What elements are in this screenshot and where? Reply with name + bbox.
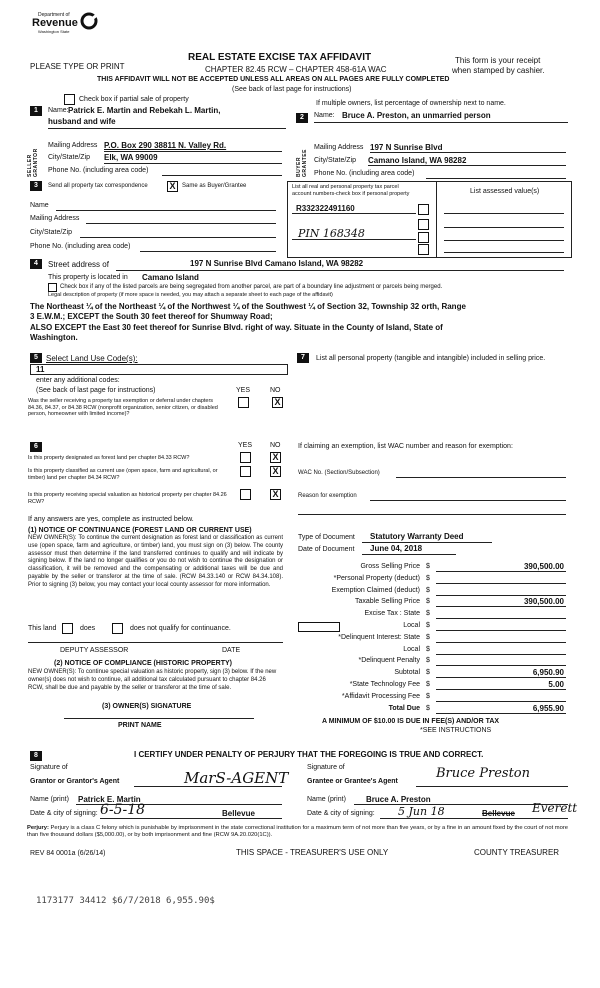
parcel-header-1: List all real and personal property tax parcel: [292, 184, 399, 190]
tax-row-label: Local: [403, 646, 420, 653]
tax-row-label: Excise Tax : State: [364, 610, 420, 617]
tax-row-currency: $: [426, 622, 430, 629]
grantor-city[interactable]: Bellevue: [222, 809, 255, 818]
corr-address-label: Mailing Address: [30, 215, 80, 222]
street-label: Street address of: [48, 260, 109, 269]
forest-land-question: Is this property designated as forest land per chapter 84.33 RCW?: [28, 455, 190, 461]
grantee-date[interactable]: 5 Jun 18: [398, 805, 445, 818]
parcel-2-personal-checkbox[interactable]: [418, 219, 429, 230]
tax-row-label: *State Technology Fee: [349, 681, 420, 688]
grantee-name[interactable]: Bruce A. Preston: [366, 795, 431, 804]
tax-row-value[interactable]: 6,950.90: [532, 668, 564, 677]
tax-row-label: Local: [403, 622, 420, 629]
personal-property-label: List all personal property (tangible and intangible) included in selling price.: [316, 355, 546, 362]
parcel-3-personal-checkbox[interactable]: [418, 232, 429, 243]
seller-address-label: Mailing Address: [48, 142, 98, 149]
tax-row-currency: $: [426, 681, 430, 688]
section-5-number: 5: [30, 353, 42, 363]
logo-swoosh-icon: [80, 12, 98, 30]
tax-row: [296, 633, 568, 644]
tax-row: [296, 668, 568, 679]
tax-row-currency: $: [426, 669, 430, 676]
owner-signature-label: (3) OWNER(S) SIGNATURE: [102, 703, 192, 710]
seller-name-label: Name:: [48, 107, 69, 114]
tax-row: [296, 574, 568, 585]
section-2-number: 2: [296, 113, 308, 123]
tax-row-label: *Affidavit Processing Fee: [341, 693, 420, 700]
assessed-header: List assessed value(s): [470, 188, 540, 195]
buyer-name-label: Name:: [314, 112, 335, 119]
seller-city[interactable]: Elk, WA 99009: [104, 153, 158, 162]
tax-row: [296, 704, 568, 715]
buyer-address[interactable]: 197 N Sunrise Blvd: [370, 143, 443, 152]
legal-description-1[interactable]: The Northeast ¼ of the Northeast ¼ of the Northwest ¼ of the Southwest ¼ of Section 32, Township 32 orth, Range: [30, 302, 466, 311]
grantee-date-label: Date & city of signing:: [307, 810, 375, 817]
parcel-header-2: account numbers-check box if personal property: [292, 191, 410, 197]
parcel-1-personal-checkbox[interactable]: [418, 204, 429, 215]
does-checkbox[interactable]: [62, 623, 73, 634]
street-address[interactable]: 197 N Sunrise Blvd Camano Island, WA 98282: [190, 259, 364, 268]
land-use-yes-header: YES: [236, 387, 251, 394]
corr-name-label: Name: [30, 202, 49, 209]
grantor-agent-label: Grantor or Grantor's Agent: [30, 778, 120, 785]
seller-phone-label: Phone No. (including area code): [48, 167, 149, 174]
legal-description-4[interactable]: Washington.: [30, 333, 78, 342]
tax-row: [296, 645, 568, 656]
print-note: PLEASE TYPE OR PRINT: [30, 62, 125, 71]
grantor-sig-label: Signature of: [30, 764, 68, 771]
wac-label: WAC No. (Section/Subsection): [298, 470, 380, 476]
tax-row: [296, 692, 568, 703]
seller-side-label: SELLER GRANTOR: [27, 148, 39, 177]
continuance-text: NEW OWNER(S): To continue the current designation as forest land or classification as current use (open space, farm and agriculture, or timber) land, you must sign on (3) below. The county assessor must then determine if the land transferred continues to qualify and will indicate by signing below. If the land no longer qualifies or you do not wish to continue the designation or classification, it will be removed and the compensating or additional taxes will be due and payable by the seller or transferor at the time of sale. (RCW 84.33.140 or RCW 84.34.108). Prior to signing (3) below, you may contact your local county assessor for more information.: [28, 535, 283, 588]
tax-row: [296, 597, 568, 608]
forest-yes-checkbox[interactable]: [240, 452, 251, 463]
section-3-number: 3: [30, 181, 42, 191]
see-instructions: *SEE INSTRUCTIONS: [420, 727, 492, 734]
tax-row-label: *Delinquent Penalty: [358, 657, 420, 664]
if-yes-note: If any answers are yes, complete as instructed below.: [28, 516, 194, 523]
tax-row: [296, 680, 568, 691]
buyer-address-label: Mailing Address: [314, 144, 364, 151]
exemption-question: Was the seller receiving a property tax exemption or deferral under chapters 84.36, 84.37, or 84.38 RCW (nonprofit organization, senior citizen, or disabled person, homeowner with limited income)?: [28, 398, 218, 417]
form-title: REAL ESTATE EXCISE TAX AFFIDAVIT: [188, 52, 372, 63]
same-as-buyer-label: Same as Buyer/Grantee: [182, 183, 247, 189]
receipt-note-2: when stamped by cashier.: [452, 66, 545, 75]
tax-row-value[interactable]: 6,955.90: [532, 704, 564, 713]
does-not-label: does not qualify for continuance.: [130, 625, 231, 632]
does-label: does: [80, 625, 96, 632]
section-8-number: 8: [30, 751, 42, 761]
seller-city-label: City/State/Zip: [48, 154, 91, 161]
section-6-number: 6: [30, 442, 42, 452]
tax-row-label: *Personal Property (deduct): [333, 575, 420, 582]
certify-statement: I CERTIFY UNDER PENALTY OF PERJURY THAT THE FOREGOING IS TRUE AND CORRECT.: [134, 750, 484, 759]
doc-type-label: Type of Document: [298, 534, 355, 541]
tax-row-currency: $: [426, 705, 430, 712]
tax-row-currency: $: [426, 563, 430, 570]
tax-row-label: Taxable Selling Price: [355, 598, 420, 605]
grantee-signature[interactable]: Bruce Preston: [436, 766, 530, 781]
forest-no-checkbox[interactable]: X: [270, 452, 281, 463]
print-name-label: PRINT NAME: [118, 722, 162, 729]
section-4-number: 4: [30, 259, 42, 269]
section-7-number: 7: [297, 353, 309, 363]
segregation-note: Check box if any of the listed parcels are being segregated from another parcel, are part of a boundary line adjustment or parcels being merged.: [60, 284, 443, 290]
tax-row-currency: $: [426, 587, 430, 594]
designations-yes-header: YES: [238, 442, 253, 449]
this-land-label: This land: [28, 625, 57, 632]
excise-local-box[interactable]: [298, 622, 340, 632]
legal-note: Legal description of property (if more space is needed, you may attach a separate sheet to each page of the affidavit): [48, 292, 333, 298]
does-not-checkbox[interactable]: [112, 623, 123, 634]
parcel-number-1[interactable]: R332322491160: [296, 204, 355, 213]
grantor-name[interactable]: Patrick E. Martin: [78, 795, 141, 804]
treasurer-use-only: THIS SPACE - TREASURER'S USE ONLY: [236, 848, 389, 857]
tax-row-currency: $: [426, 693, 430, 700]
located-label: This property is located in: [48, 274, 128, 281]
tax-row-label: Subtotal: [394, 669, 420, 676]
continuance-title: (1) NOTICE OF CONTINUANCE (FOREST LAND OR CURRENT USE): [28, 527, 252, 534]
tax-row-label: Total Due: [388, 705, 420, 712]
historic-question: Is this property receiving special valuation as historical property per chapter 84.26 RCW?: [28, 492, 227, 505]
correspondence-label: Send all property tax correspondence: [48, 183, 148, 189]
tax-row-value[interactable]: 5.00: [548, 680, 564, 689]
parcel-number-2[interactable]: PIN 168348: [298, 227, 365, 240]
seller-address[interactable]: P.O. Box 290 38811 N. Valley Rd.: [104, 141, 227, 150]
exemption-no-checkbox[interactable]: X: [272, 397, 283, 408]
receipt-note-1: This form is your receipt: [455, 56, 541, 65]
same-as-buyer-checkbox[interactable]: X: [167, 181, 178, 192]
buyer-side-label: BUYER GRANTEE: [296, 149, 308, 177]
multiple-owners-note: If multiple owners, list percentage of ownership next to name.: [316, 100, 506, 107]
corr-city-label: City/State/Zip: [30, 229, 73, 236]
cashier-stamp: 1173177 34412 $6/7/2018 6,955.90$: [36, 896, 215, 906]
located-value[interactable]: Camano Island: [142, 273, 199, 282]
buyer-phone-label: Phone No. (including area code): [314, 170, 415, 177]
grantor-signature[interactable]: MarS-AGENT: [184, 769, 289, 787]
logo-dept: Department of: [38, 12, 70, 18]
tax-row-currency: $: [426, 634, 430, 641]
tax-row-label: *Delinquent Interest: State: [338, 634, 420, 641]
logo-name: Revenue: [32, 17, 78, 29]
historic-no-checkbox[interactable]: X: [270, 489, 281, 500]
grantee-agent-label: Grantee or Grantee's Agent: [307, 778, 398, 785]
current-use-no-checkbox[interactable]: X: [270, 466, 281, 477]
historic-yes-checkbox[interactable]: [240, 489, 251, 500]
parcel-4-personal-checkbox[interactable]: [418, 244, 429, 255]
perjury-text: Perjury is a class C felony which is punishable by imprisonment in the state correctional institution for a maximum term of not more than five years, or by a fine in an amount fixed by the court of not more than five thousand dollars ($5,000.00), or by both imprisonment and fine (RCW 9A.20.020(1C)).: [27, 825, 568, 838]
form-warning: THIS AFFIDAVIT WILL NOT BE ACCEPTED UNLESS ALL AREAS ON ALL PAGES ARE FULLY COMPLETED: [97, 76, 450, 83]
deputy-date-label: DATE: [222, 647, 241, 654]
land-use-code-field[interactable]: [30, 364, 288, 375]
doc-type[interactable]: Statutory Warranty Deed: [370, 532, 464, 541]
current-use-question: Is this property classified as current use (open space, farm and agricultural, or timber) land per chapter 84.34 RCW?: [28, 468, 218, 481]
deputy-assessor-label: DEPUTY ASSESSOR: [60, 647, 129, 654]
designations-no-header: NO: [270, 442, 281, 449]
doc-date[interactable]: June 04, 2018: [370, 544, 423, 553]
grantor-date[interactable]: 6-5-18: [100, 802, 146, 818]
exemption-claim-label: If claiming an exemption, list WAC number and reason for exemption:: [298, 443, 513, 450]
buyer-name[interactable]: Bruce A. Preston, an unmarried person: [342, 111, 491, 120]
legal-description-3[interactable]: ALSO EXCEPT the East 30 feet thereof for Sunrise Blvd. right of way. Situate in the County of Island, State of: [30, 323, 443, 332]
land-use-see-back: (See back of last page for instructions): [36, 387, 156, 394]
tax-row-currency: $: [426, 610, 430, 617]
tax-row-value[interactable]: 390,500.00: [523, 597, 564, 606]
land-use-no-header: NO: [270, 387, 281, 394]
current-use-yes-checkbox[interactable]: [240, 466, 251, 477]
revenue-logo: [30, 12, 100, 42]
seller-name-2[interactable]: husband and wife: [48, 117, 116, 126]
logo-state: Washington State: [38, 29, 70, 34]
tax-row: [296, 656, 568, 667]
grantee-name-label: Name (print): [307, 796, 346, 803]
historic-text: NEW OWNER(S): To continue special valuation as historic property, sign (3) below. If the new owner(s) does not wish to continue, all additional tax calculated pursuant to chapter 84.26 RCW, shall be due and payable by the seller or transferor at the time of sale.: [28, 669, 277, 691]
form-instructions-note: (See back of last page for instructions): [232, 86, 352, 93]
perjury-label: Perjury:: [27, 825, 49, 831]
legal-description-2[interactable]: 3 E.W.M.; EXCEPT the South 30 feet thereof for Shumway Road;: [30, 312, 273, 321]
grantee-city-handwritten[interactable]: Everett: [532, 801, 578, 815]
form-revision: REV 84 0001a (6/26/14): [30, 850, 106, 857]
form-chapters: CHAPTER 82.45 RCW – CHAPTER 458-61A WAC: [205, 65, 387, 74]
tax-row-label: Exemption Claimed (deduct): [331, 587, 420, 594]
grantor-name-label: Name (print): [30, 796, 69, 803]
minimum-due-note: A MINIMUM OF $10.00 IS DUE IN FEE(S) AND/OR TAX: [322, 718, 500, 725]
perjury-statement: [27, 825, 569, 839]
tax-row-value[interactable]: 390,500.00: [523, 562, 564, 571]
additional-codes-label: enter any additional codes:: [36, 377, 120, 384]
tax-row-label: Gross Selling Price: [360, 563, 420, 570]
exemption-yes-checkbox[interactable]: [238, 397, 249, 408]
segregation-checkbox[interactable]: [48, 283, 57, 292]
historic-title: (2) NOTICE OF COMPLIANCE (HISTORIC PROPERTY): [54, 660, 232, 667]
tax-row-currency: $: [426, 646, 430, 653]
grantor-date-label: Date & city of signing:: [30, 810, 98, 817]
exemption-reason-label: Reason for exemption: [298, 493, 357, 499]
partial-sale-label: Check box if partial sale of property: [79, 96, 189, 103]
grantee-sig-label: Signature of: [307, 764, 345, 771]
tax-row: [296, 586, 568, 597]
land-use-code[interactable]: 11: [36, 365, 45, 374]
section-1-number: 1: [30, 106, 42, 116]
tax-row-currency: $: [426, 575, 430, 582]
buyer-city-label: City/State/Zip: [314, 157, 357, 164]
tax-row-currency: $: [426, 657, 430, 664]
tax-row-currency: $: [426, 598, 430, 605]
grantee-city[interactable]: Bellevue: [482, 809, 515, 818]
tax-row: [296, 609, 568, 620]
county-treasurer: COUNTY TREASURER: [474, 848, 560, 857]
seller-name[interactable]: Patrick E. Martin and Rebekah L. Martin,: [68, 106, 221, 115]
tax-row: [296, 562, 568, 573]
corr-phone-label: Phone No. (including area code): [30, 243, 131, 250]
doc-date-label: Date of Document: [298, 546, 355, 553]
buyer-city[interactable]: Camano Island, WA 98282: [368, 156, 467, 165]
land-use-label: Select Land Use Code(s):: [46, 354, 138, 363]
